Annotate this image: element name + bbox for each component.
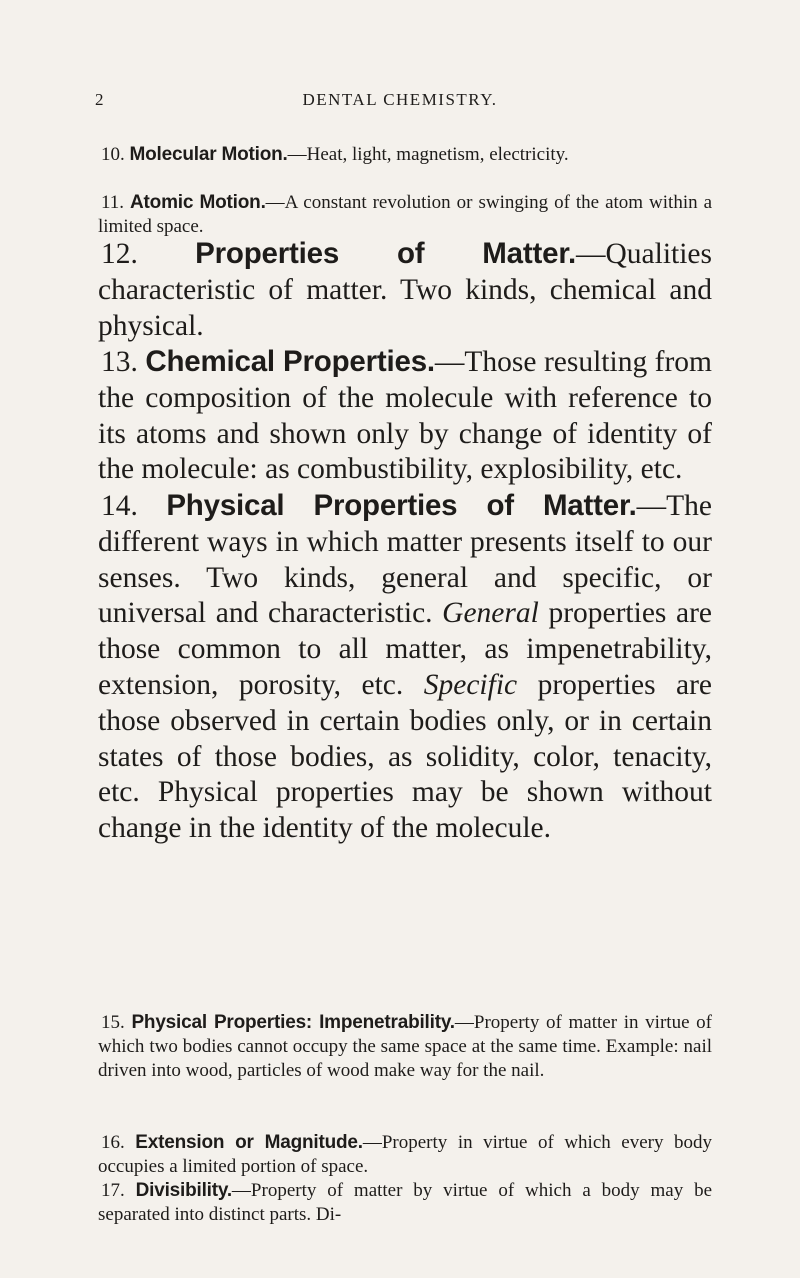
term-general: General <box>442 597 539 630</box>
entry-body: —Qualities characteristic of matter. Two kinds, chemical and physical. <box>98 238 712 342</box>
entry-body-part-1: —The different ways in which matter presents itself to our senses. Two kinds, general and specific, or universal and characteristic. <box>98 490 712 630</box>
entry-heading: Molecular Motion. <box>129 144 288 165</box>
entry-heading: Divisibility. <box>135 1180 232 1201</box>
entry-heading: Physical Properties: Impenetrability. <box>131 1012 455 1033</box>
entry-number: 10. <box>101 144 125 165</box>
entry-body-part-2: properties are those common to all matter, as impenetrability, extension, porosity, etc. <box>98 597 713 701</box>
entry-body: —Heat, light, magnetism, electricity. <box>287 144 569 165</box>
entry-chemical-properties <box>98 344 712 488</box>
term-specific: Specific <box>423 668 518 701</box>
entry-heading: Properties of Matter. <box>195 237 576 270</box>
entry-body: —Property of matter in virtue of which two bodies cannot occupy the same space at the same time. Example: nail driven into wood, particles of wood make way for the nail. <box>98 1012 713 1081</box>
running-title: DENTAL CHEMISTRY. <box>302 90 498 109</box>
page-number: 2 <box>95 90 105 109</box>
entry-body-part-3: properties are those observed in certain bodies only, or in certain states of those bodies, as solidity, color, tenacity, etc. Physical properties may be shown without change in the identity of the molecule. <box>98 668 713 845</box>
entry-body: —A constant revolution or swinging of the atom within a limited space. <box>98 192 713 237</box>
entry-body: —Those resulting from the composition of the molecule with reference to its atoms and shown only by change of identity of the molecule: as combustibility, explosibility, etc. <box>98 346 712 486</box>
entry-heading: Physical Properties of Matter. <box>166 489 637 522</box>
entry-number: 16. <box>101 1132 125 1153</box>
entry-heading: Atomic Motion. <box>130 192 266 213</box>
entry-number: 11. <box>101 192 125 213</box>
entry-divisibility <box>98 1179 712 1227</box>
entry-body: —Property of matter by virtue of which a body may be separated into distinct parts. Di- <box>98 1180 713 1225</box>
entry-number: 17. <box>101 1180 125 1201</box>
entry-physical-properties-of-matter <box>98 488 712 847</box>
entry-number: 15. <box>101 1012 125 1033</box>
page-header <box>95 90 705 114</box>
entry-heading: Chemical Properties. <box>145 345 435 378</box>
entry-molecular-motion <box>98 143 712 167</box>
entry-extension-or-magnitude <box>98 1131 712 1179</box>
entry-body: —Property in virtue of which every body occupies a limited portion of space. <box>98 1132 712 1177</box>
entry-properties-of-matter <box>98 236 712 344</box>
entry-number: 12. <box>101 238 138 270</box>
entry-impenetrability <box>98 1011 712 1083</box>
entry-number: 14. <box>101 490 138 522</box>
entry-number: 13. <box>101 346 138 378</box>
entry-atomic-motion <box>98 191 712 239</box>
entry-heading: Extension or Magnitude. <box>135 1132 363 1153</box>
